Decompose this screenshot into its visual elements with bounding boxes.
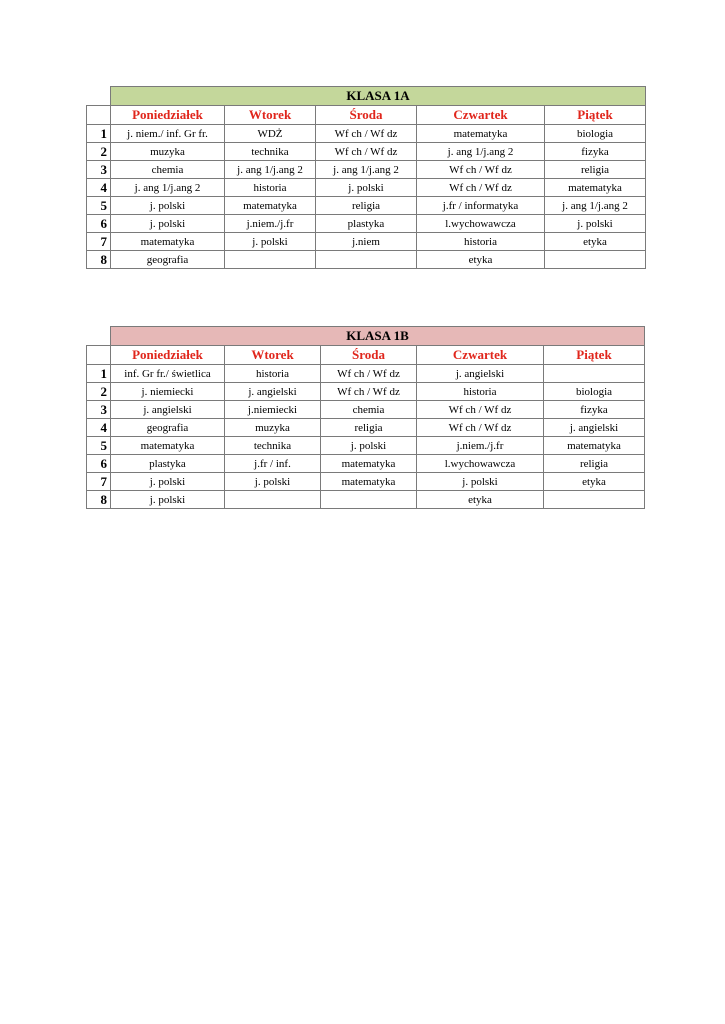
lesson-row [87, 161, 646, 179]
lesson-number: 5 [87, 437, 111, 455]
lesson-cell: j. angielski [225, 383, 321, 401]
class-title: KLASA 1A [111, 87, 646, 106]
day-header-tuesday: Wtorek [225, 346, 321, 365]
lesson-row [87, 491, 645, 509]
lesson-cell: j.fr / inf. [225, 455, 321, 473]
lesson-cell: etyka [544, 473, 645, 491]
lesson-cell: j.niem./j.fr [225, 215, 316, 233]
lesson-cell: j. polski [225, 473, 321, 491]
lesson-cell: geografia [111, 251, 225, 269]
lesson-cell: chemia [321, 401, 417, 419]
lesson-number: 2 [87, 383, 111, 401]
lesson-cell: matematyka [111, 233, 225, 251]
day-header-friday: Piątek [544, 346, 645, 365]
lesson-cell: historia [417, 233, 545, 251]
lesson-cell [225, 491, 321, 509]
lesson-cell: j. angielski [544, 419, 645, 437]
lesson-row [87, 473, 645, 491]
schedule-table-klasa-1b [86, 326, 645, 509]
lesson-cell: inf. Gr fr./ świetlica [111, 365, 225, 383]
lesson-cell: etyka [417, 251, 545, 269]
lesson-cell: j. polski [545, 215, 646, 233]
lesson-row [87, 437, 645, 455]
lesson-cell: religia [544, 455, 645, 473]
lesson-cell: j. angielski [417, 365, 544, 383]
lesson-number: 3 [87, 401, 111, 419]
lesson-cell: chemia [111, 161, 225, 179]
lesson-cell: muzyka [225, 419, 321, 437]
lesson-cell: Wf ch / Wf dz [321, 365, 417, 383]
lesson-cell: j. polski [316, 179, 417, 197]
lesson-cell: matematyka [544, 437, 645, 455]
table-title-row [87, 87, 646, 106]
lesson-cell: j. niemiecki [111, 383, 225, 401]
lesson-number: 2 [87, 143, 111, 161]
lesson-number: 1 [87, 125, 111, 143]
lesson-cell: biologia [544, 383, 645, 401]
lesson-cell: j. polski [321, 437, 417, 455]
lesson-number: 1 [87, 365, 111, 383]
lesson-cell: j. polski [111, 473, 225, 491]
lesson-cell: j. ang 1/j.ang 2 [545, 197, 646, 215]
day-header-thursday: Czwartek [417, 106, 545, 125]
lesson-cell: fizyka [544, 401, 645, 419]
lesson-row [87, 233, 646, 251]
lesson-cell: plastyka [111, 455, 225, 473]
lesson-cell: j. ang 1/j.ang 2 [316, 161, 417, 179]
lesson-row [87, 179, 646, 197]
lesson-row [87, 251, 646, 269]
lesson-number: 6 [87, 455, 111, 473]
lesson-cell: j.niem [316, 233, 417, 251]
day-header-thursday: Czwartek [417, 346, 544, 365]
day-header-friday: Piątek [545, 106, 646, 125]
lesson-cell: religia [321, 419, 417, 437]
lesson-number: 3 [87, 161, 111, 179]
lesson-cell: j. polski [225, 233, 316, 251]
lesson-cell: j. polski [111, 215, 225, 233]
lesson-row [87, 143, 646, 161]
lesson-row [87, 215, 646, 233]
lesson-cell: historia [225, 365, 321, 383]
lesson-row [87, 125, 646, 143]
lesson-cell: j. polski [417, 473, 544, 491]
corner-cell [87, 106, 111, 125]
lesson-number: 6 [87, 215, 111, 233]
lesson-number: 4 [87, 179, 111, 197]
lesson-cell: WDŻ [225, 125, 316, 143]
lesson-cell: etyka [545, 233, 646, 251]
lesson-cell: j. niem./ inf. Gr fr. [111, 125, 225, 143]
lesson-cell: matematyka [111, 437, 225, 455]
day-header-monday: Poniedziałek [111, 346, 225, 365]
lesson-cell: l.wychowawcza [417, 455, 544, 473]
lesson-cell: technika [225, 143, 316, 161]
lesson-cell: j. polski [111, 491, 225, 509]
lesson-cell: l.wychowawcza [417, 215, 545, 233]
lesson-cell [545, 251, 646, 269]
lesson-cell [544, 365, 645, 383]
lesson-cell: j. ang 1/j.ang 2 [111, 179, 225, 197]
lesson-cell [321, 491, 417, 509]
corner-cell [87, 346, 111, 365]
lesson-cell: Wf ch / Wf dz [417, 419, 544, 437]
schedule-table-klasa-1a [86, 86, 646, 269]
lesson-cell: plastyka [316, 215, 417, 233]
day-header-monday: Poniedziałek [111, 106, 225, 125]
lesson-cell: religia [545, 161, 646, 179]
day-header-wednesday: Środa [321, 346, 417, 365]
lesson-cell: j.niemiecki [225, 401, 321, 419]
day-header-wednesday: Środa [316, 106, 417, 125]
lesson-number: 7 [87, 473, 111, 491]
class-title: KLASA 1B [111, 327, 645, 346]
lesson-row [87, 455, 645, 473]
lesson-cell: religia [316, 197, 417, 215]
lesson-cell: historia [225, 179, 316, 197]
lesson-cell: Wf ch / Wf dz [417, 401, 544, 419]
lesson-cell: Wf ch / Wf dz [321, 383, 417, 401]
title-spacer [87, 327, 111, 346]
day-header-row [87, 346, 645, 365]
lesson-cell: historia [417, 383, 544, 401]
lesson-cell [544, 491, 645, 509]
lesson-cell: etyka [417, 491, 544, 509]
lesson-cell: Wf ch / Wf dz [417, 161, 545, 179]
lesson-cell [316, 251, 417, 269]
lesson-cell: Wf ch / Wf dz [316, 125, 417, 143]
lesson-cell: j.niem./j.fr [417, 437, 544, 455]
lesson-cell: Wf ch / Wf dz [417, 179, 545, 197]
lesson-cell: matematyka [321, 455, 417, 473]
lesson-cell: matematyka [545, 179, 646, 197]
day-header-row [87, 106, 646, 125]
title-spacer [87, 87, 111, 106]
lesson-cell: matematyka [417, 125, 545, 143]
lesson-cell: j. polski [111, 197, 225, 215]
lesson-cell: matematyka [225, 197, 316, 215]
lesson-cell: j.fr / informatyka [417, 197, 545, 215]
lesson-cell: muzyka [111, 143, 225, 161]
lesson-row [87, 197, 646, 215]
lesson-row [87, 419, 645, 437]
day-header-tuesday: Wtorek [225, 106, 316, 125]
lesson-cell [225, 251, 316, 269]
lesson-number: 7 [87, 233, 111, 251]
lesson-cell: technika [225, 437, 321, 455]
lesson-number: 5 [87, 197, 111, 215]
lesson-row [87, 401, 645, 419]
lesson-cell: geografia [111, 419, 225, 437]
lesson-cell: matematyka [321, 473, 417, 491]
lesson-cell: j. angielski [111, 401, 225, 419]
lesson-cell: biologia [545, 125, 646, 143]
lesson-number: 4 [87, 419, 111, 437]
lesson-cell: Wf ch / Wf dz [316, 143, 417, 161]
table-title-row [87, 327, 645, 346]
lesson-number: 8 [87, 251, 111, 269]
lesson-cell: j. ang 1/j.ang 2 [225, 161, 316, 179]
lesson-cell: j. ang 1/j.ang 2 [417, 143, 545, 161]
lesson-number: 8 [87, 491, 111, 509]
lesson-cell: fizyka [545, 143, 646, 161]
lesson-row [87, 365, 645, 383]
lesson-row [87, 383, 645, 401]
